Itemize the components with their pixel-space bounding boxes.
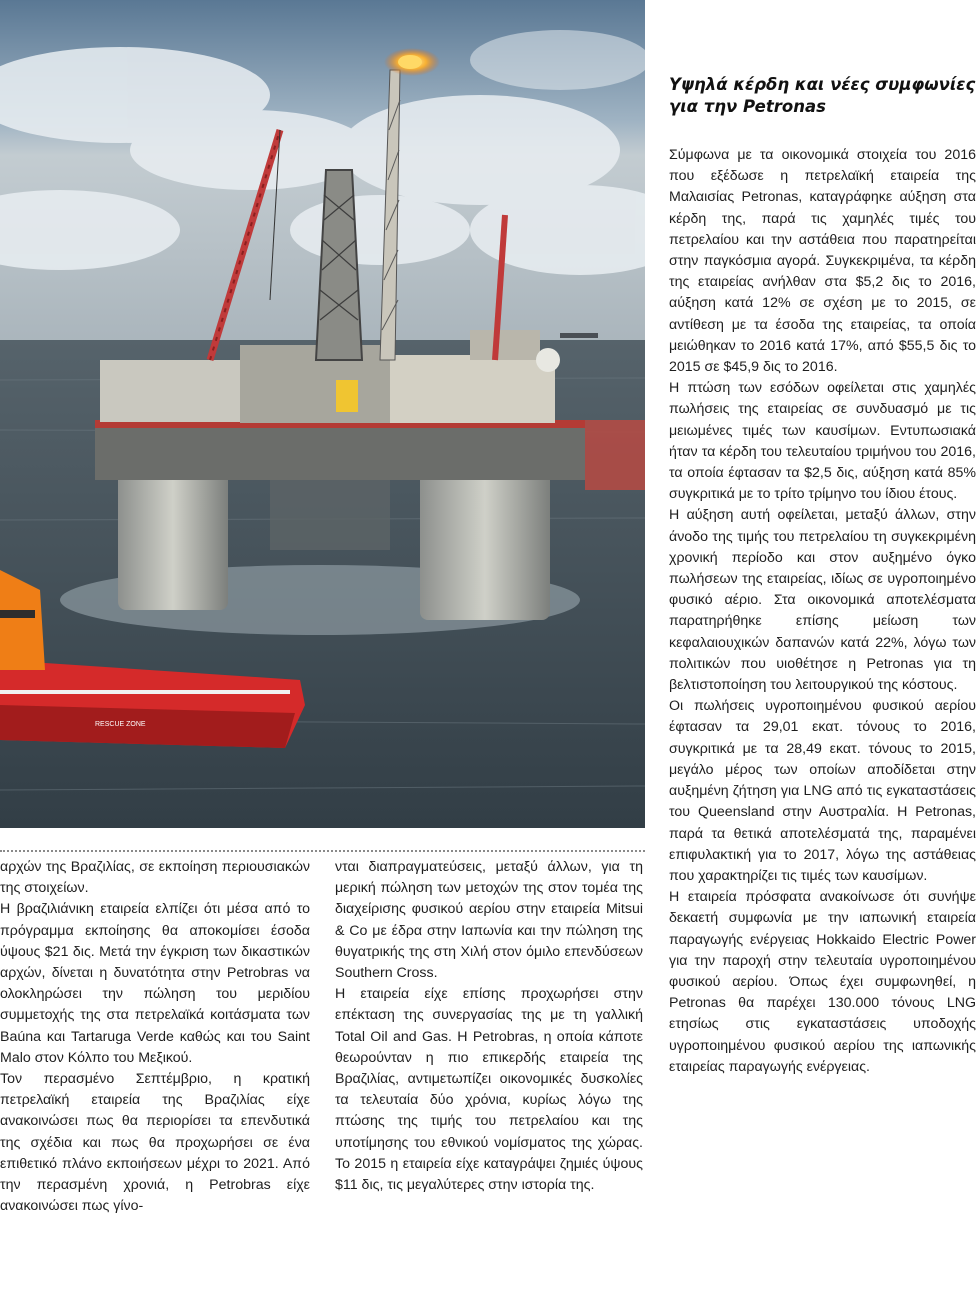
yellow-sign <box>336 380 358 412</box>
paragraph: νται διαπραγματεύσεις, μεταξύ άλλων, για τη μερική πώληση των μετοχών της στον τομέα της διαχείρισης φυσικού αερίου στην εταιρεία Mitsui & Co με έδρα στην Ιαπωνία και την πώληση της θυγατρικής της στη Χιλή στον όμιλο επενδύσεων Southern Cross. <box>335 859 643 982</box>
module-left <box>100 360 240 422</box>
paragraph: Τον περασμένο Σεπτέμβριο, η κρατική πετρελαϊκή εταιρεία της Βραζιλίας είχε ανακοινώσει πως θα περιορίσει τα επενδυτικά της σχέδια και πως θα προχωρήσει σε ένα επιθετικό πλάνο εκποιήσεων μέχρι το 2021. Από την περασμένη χρονιά, η Petrobras είχε ανακοινώσει πως γίνο- <box>0 1071 310 1215</box>
platform-leg-left <box>118 470 228 610</box>
paragraph: Η βραζιλιάνικη εταιρεία ελπίζει ότι μέσα από το πρόγραμμα εκποίησης θα αποκομίσει έσοδα ύψους $21 δις. Μετά την έγκριση των δικαστικών αρχών, δίνεται η δυνατότητα στην Petrobras να ολοκληρώσει την πώληση του μεριδίου συμμετοχής της στα πετρελαϊκά κοιτάσματα των Baúna και Tartaruga Verde καθώς και του Saint Malo στον Κόλπο του Μεξικού. <box>0 901 310 1066</box>
paragraph: Η αύξηση αυτή οφείλεται, μεταξύ άλλων, στην άνοδο της τιμής του πετρελαίου τη συγκεκριμένη χρονική περίοδο και στον αυξημένο όγκο πωλήσεων της εταιρείας, ιδίως σε υγροποιημένο φυσικό αέριο. Στα οικονομικά αποτελέσματα παρατηρήθηκε επίσης μείωση των κεφαλαιουχικών δαπανών κατά 22%, λόγω των πολιτικών που υιοθέτησε η Petronas για τη βελτιστοποίηση του λειτουργικού της κόστους. <box>669 507 976 694</box>
paragraph: Σύμφωνα με τα οικονομικά στοιχεία του 2016 που εξέδωσε η πετρελαϊκή εταιρεία της Μαλαισίας Petronas, καταγράφηκε αύξηση στα κέρδη της, παρά τις χαμηλές τιμές του πετρελαίου και την αστάθεια που παρατηρείται στην παγκόσμια αγορά. Συγκεκριμένα, τα κέρδη της εταιρείας ανήλθαν στα $5,2 δις το 2016, αύξηση κατά 12% σε σχέση με το 2015, σε αντίθεση με τα έσοδα της εταιρείας, τα οποία μειώθηκαν το 2016 κατά 17%, από $55,5 δις το 2015 σε $45,9 δις το 2016. <box>669 147 976 376</box>
module-center <box>240 345 390 423</box>
paragraph: Η εταιρεία πρόσφατα ανακοίνωσε ότι συνήψε δεκαετή συμφωνία με την ιαπωνική εταιρεία παραγωγής ενέργειας Hokkaido Electric Power για την παροχή στην τελευταία υγροποιημένου φυσικού αερίου. Όπως έχει συμφωνηθεί, η Petronas θα παρέχει 130.000 τόνους LNG ετησίως στις εγκαταστάσεις υποδοχής υγροποιημένου φυσικού αερίου της ιαπωνικής εταιρείας παραγωγής ενέργειας. <box>669 889 976 1075</box>
platform-leg-right <box>420 460 550 620</box>
paragraph: Η πτώση των εσόδων οφείλεται στις χαμηλές πωλήσεις της εταιρείας σε συνδυασμό με τις μειωμένες τιμές των καυσίμων. Εντυπωσιακά ήταν τα κέρδη του τελευταίου τριμήνου του 2016, τα οποία έφτασαν τα $2,5 δις, αύξηση κατά 85% συγκριτικά με το τρίτο τρίμηνο του ίδιου έτους. <box>669 380 976 503</box>
module-right <box>390 355 555 423</box>
article-column-1 <box>0 857 310 1217</box>
lower-deck <box>95 420 585 480</box>
oil-platform-illustration <box>0 0 645 828</box>
vessel-lettering: RESCUE ZONE <box>95 721 146 728</box>
distant-ship <box>560 333 598 338</box>
sidebar-heading: Υψηλά κέρδη και νέες συμφωνίες για την Petronas <box>669 75 976 116</box>
paragraph: αρχών της Βραζιλίας, σε εκποίηση περιουσιακών της στοιχείων. <box>0 859 310 897</box>
oil-platform-photo <box>0 0 645 828</box>
paragraph: Οι πωλήσεις υγροποιημένου φυσικού αερίου έφτασαν τα 29,01 εκατ. τόνους το 2016, συγκριτικά με τα 28,49 εκατ. τόνους το 2015, μεγάλο μέρος των οποίων αποδίδεται στην αυξημένη ζήτηση για LNG από τις εγκαταστάσεις του Queensland στην Αυστραλία. Η Petronas, παρά τα θετικά αποτελέσματά της, παραμένει επιφυλακτική για το 2017, λόγω της αστάθειας που χαρακτηρίζει τις τιμές των καυσίμων. <box>669 698 976 884</box>
article-column-2 <box>335 857 643 1196</box>
paragraph: Η εταιρεία είχε επίσης προχωρήσει στην επέκταση της συνεργασίας της με τη γαλλική Total Oil and Gas. Η Petrobras, η οποία κάποτε θεωρούνταν η πιο επικερδής εταιρεία της Βραζιλίας, αντιμετωπίζει οικονομικές δυσκολίες τα τελευταία δύο χρόνια, κυρίως λόγω της πτώσης της τιμής του πετρελαίου και της υποτίμησης του εθνικού νομίσματος της χώρας. Το 2015 η εταιρεία είχε καταγράψει ζημιές ύψους $11 δις, τις μεγαλύτερες στην ιστορία της. <box>335 986 643 1194</box>
section-divider <box>0 850 645 852</box>
radar-dome <box>536 348 560 372</box>
sidebar-article-column <box>669 145 976 1078</box>
